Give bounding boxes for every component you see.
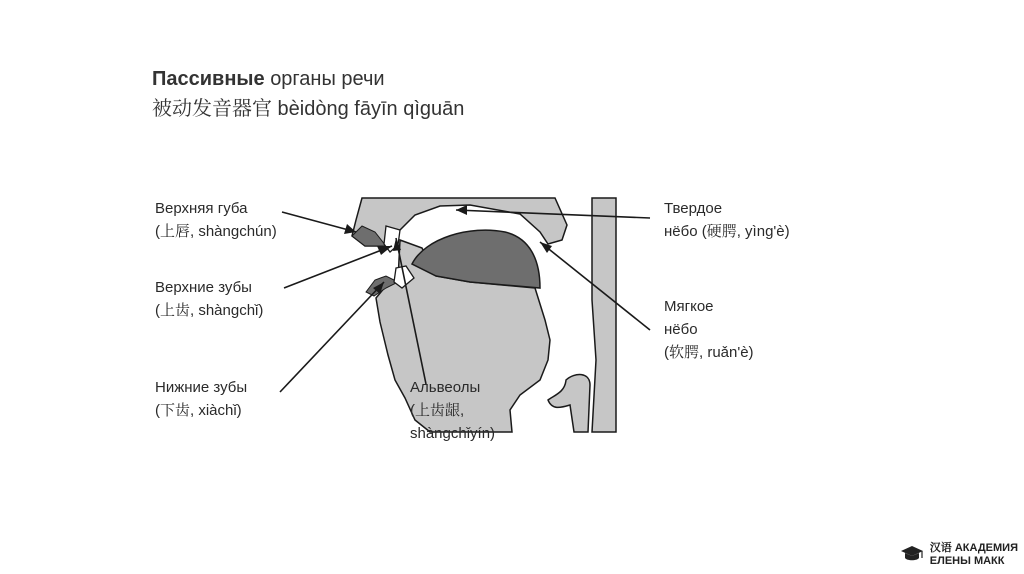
hard-palate-chinese: нёбо (硬腭, yìng'è) <box>664 223 790 240</box>
lower-teeth-chinese: (下齿, xiàchǐ) <box>155 402 242 419</box>
brand-text <box>930 542 1018 568</box>
label-lower-teeth <box>155 376 247 422</box>
academy-logo <box>900 542 1018 568</box>
upper-lip-name: Верхняя губа <box>155 200 248 217</box>
arrowhead-hard-palate <box>456 205 467 215</box>
soft-palate-chinese: (软腭, ruǎn'è) <box>664 344 754 361</box>
title-rest-part: органы речи <box>270 68 385 90</box>
graduation-cap-icon <box>900 543 924 567</box>
label-soft-palate <box>664 295 754 364</box>
label-upper-lip <box>155 197 277 243</box>
upper-teeth-chinese: (上齿, shàngchǐ) <box>155 302 264 319</box>
hard-palate-name: Твердое <box>664 200 723 217</box>
arrow-upper-lip <box>282 212 356 232</box>
soft-palate-name2: нёбо <box>664 321 698 338</box>
lower-teeth-name: Нижние зубы <box>155 379 248 396</box>
alveoli-chinese: (上齿龈, <box>410 402 465 419</box>
larynx <box>548 375 590 432</box>
pharynx-wall <box>592 198 616 432</box>
label-upper-teeth <box>155 276 263 322</box>
upper-teeth-name: Верхние зубы <box>155 279 252 296</box>
label-alveoli <box>410 376 495 445</box>
arrow-lower-teeth <box>280 282 384 392</box>
brand-line2: ЕЛЕНЫ МАКК <box>929 555 1005 567</box>
title-bold-part: Пассивные <box>152 68 265 90</box>
label-hard-palate <box>664 197 790 243</box>
soft-palate-name: Мягкое <box>664 298 714 315</box>
upper-lip-chinese: (上唇, shàngchún) <box>155 223 277 240</box>
title-chinese: 被动发音器官 bèidòng fāyīn qìguān <box>152 98 465 120</box>
brand-line1: 汉语 АКАДЕМИЯ <box>929 542 1018 554</box>
alveoli-name: Альвеолы <box>410 379 481 396</box>
alveoli-pinyin: shàngchǐyín) <box>410 425 496 442</box>
